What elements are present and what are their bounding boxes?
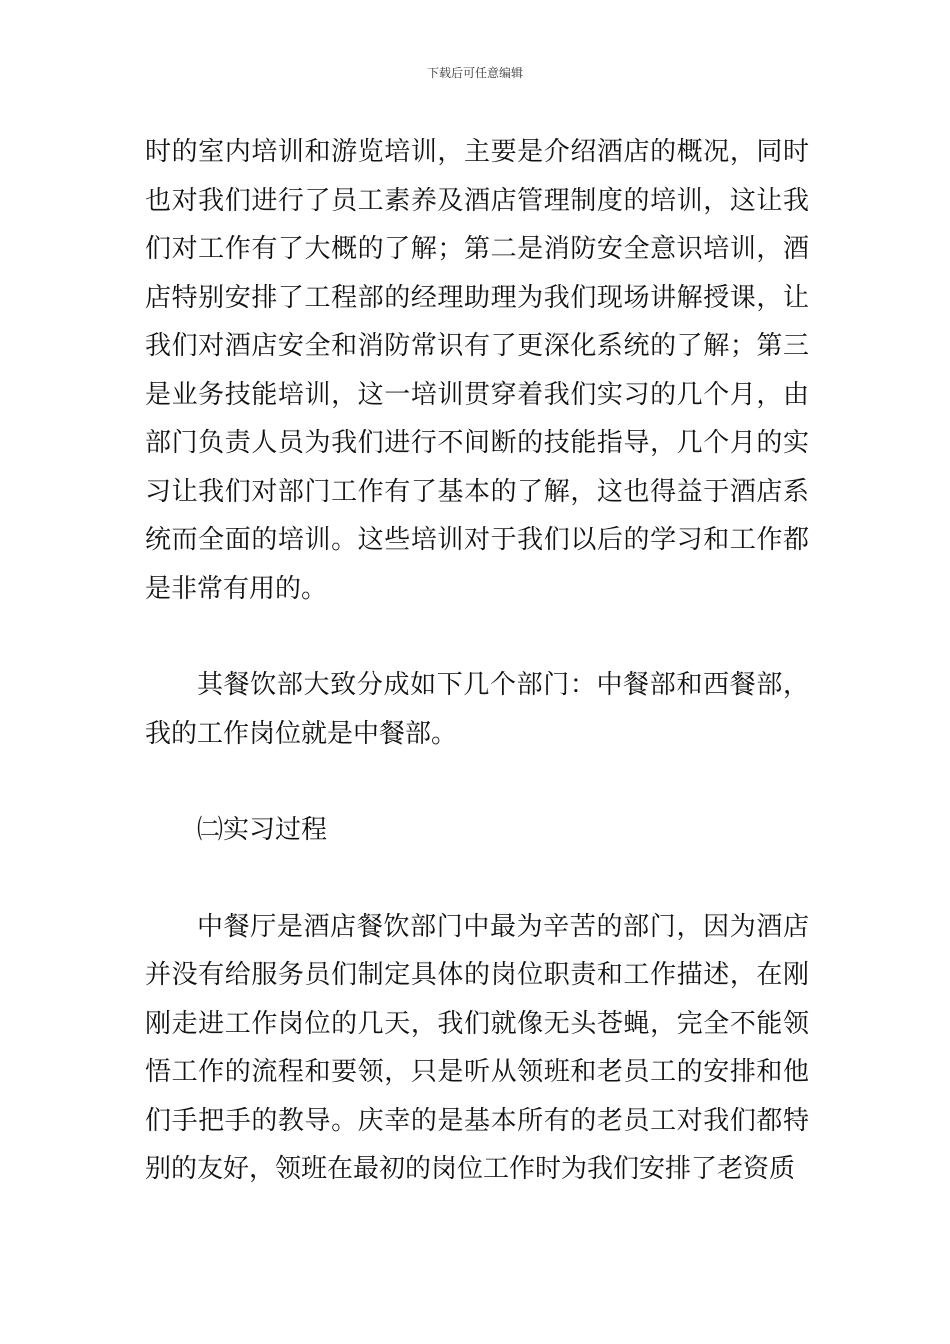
section-heading: ㈡实习过程 bbox=[197, 815, 328, 845]
paragraph-departments: 其餐饮部大致分成如下几个部门：中餐部和西餐部，我的工作岗位就是中餐部。 bbox=[145, 670, 809, 749]
paragraph-chinese-restaurant: 中餐厅是酒店餐饮部门中最为辛苦的部门，因为酒店并没有给服务员们制定具体的岗位职责和工作描述，在刚刚走进工作岗位的几天，我们就像无头苍蝇，完全不能领悟工作的流程和要领，只是听从领班和老员工的安排和他们手把手的教导。庆幸的是基本所有的老员工对我们都特别的友好，领班在最初的岗位工作时为我们安排了老资质 bbox=[145, 911, 809, 1184]
paragraph-spacer bbox=[145, 613, 809, 661]
paragraph-training: 时的室内培训和游览培训，主要是介绍酒店的概况，同时也对我们进行了员工素养及酒店管理制度的培训，这让我们对工作有了大概的了解；第二是消防安全意识培训，酒店特别安排了工程部的经理助理为我们现场讲解授课，让我们对酒店安全和消防常识有了更深化系统的了解；第三是业务技能培训，这一培训贯穿着我们实习的几个月，由部门负责人员为我们进行不间断的技能指导，几个月的实习让我们对部门工作有了基本的了解，这也得益于酒店系统而全面的培训。这些培训对于我们以后的学习和工作都是非常有用的。 bbox=[145, 137, 809, 604]
header-text: 下载后可任意编辑 bbox=[426, 66, 523, 80]
document-body bbox=[145, 128, 809, 1194]
page-header bbox=[0, 64, 950, 82]
paragraph-spacer bbox=[145, 855, 809, 903]
paragraph-spacer bbox=[145, 758, 809, 806]
